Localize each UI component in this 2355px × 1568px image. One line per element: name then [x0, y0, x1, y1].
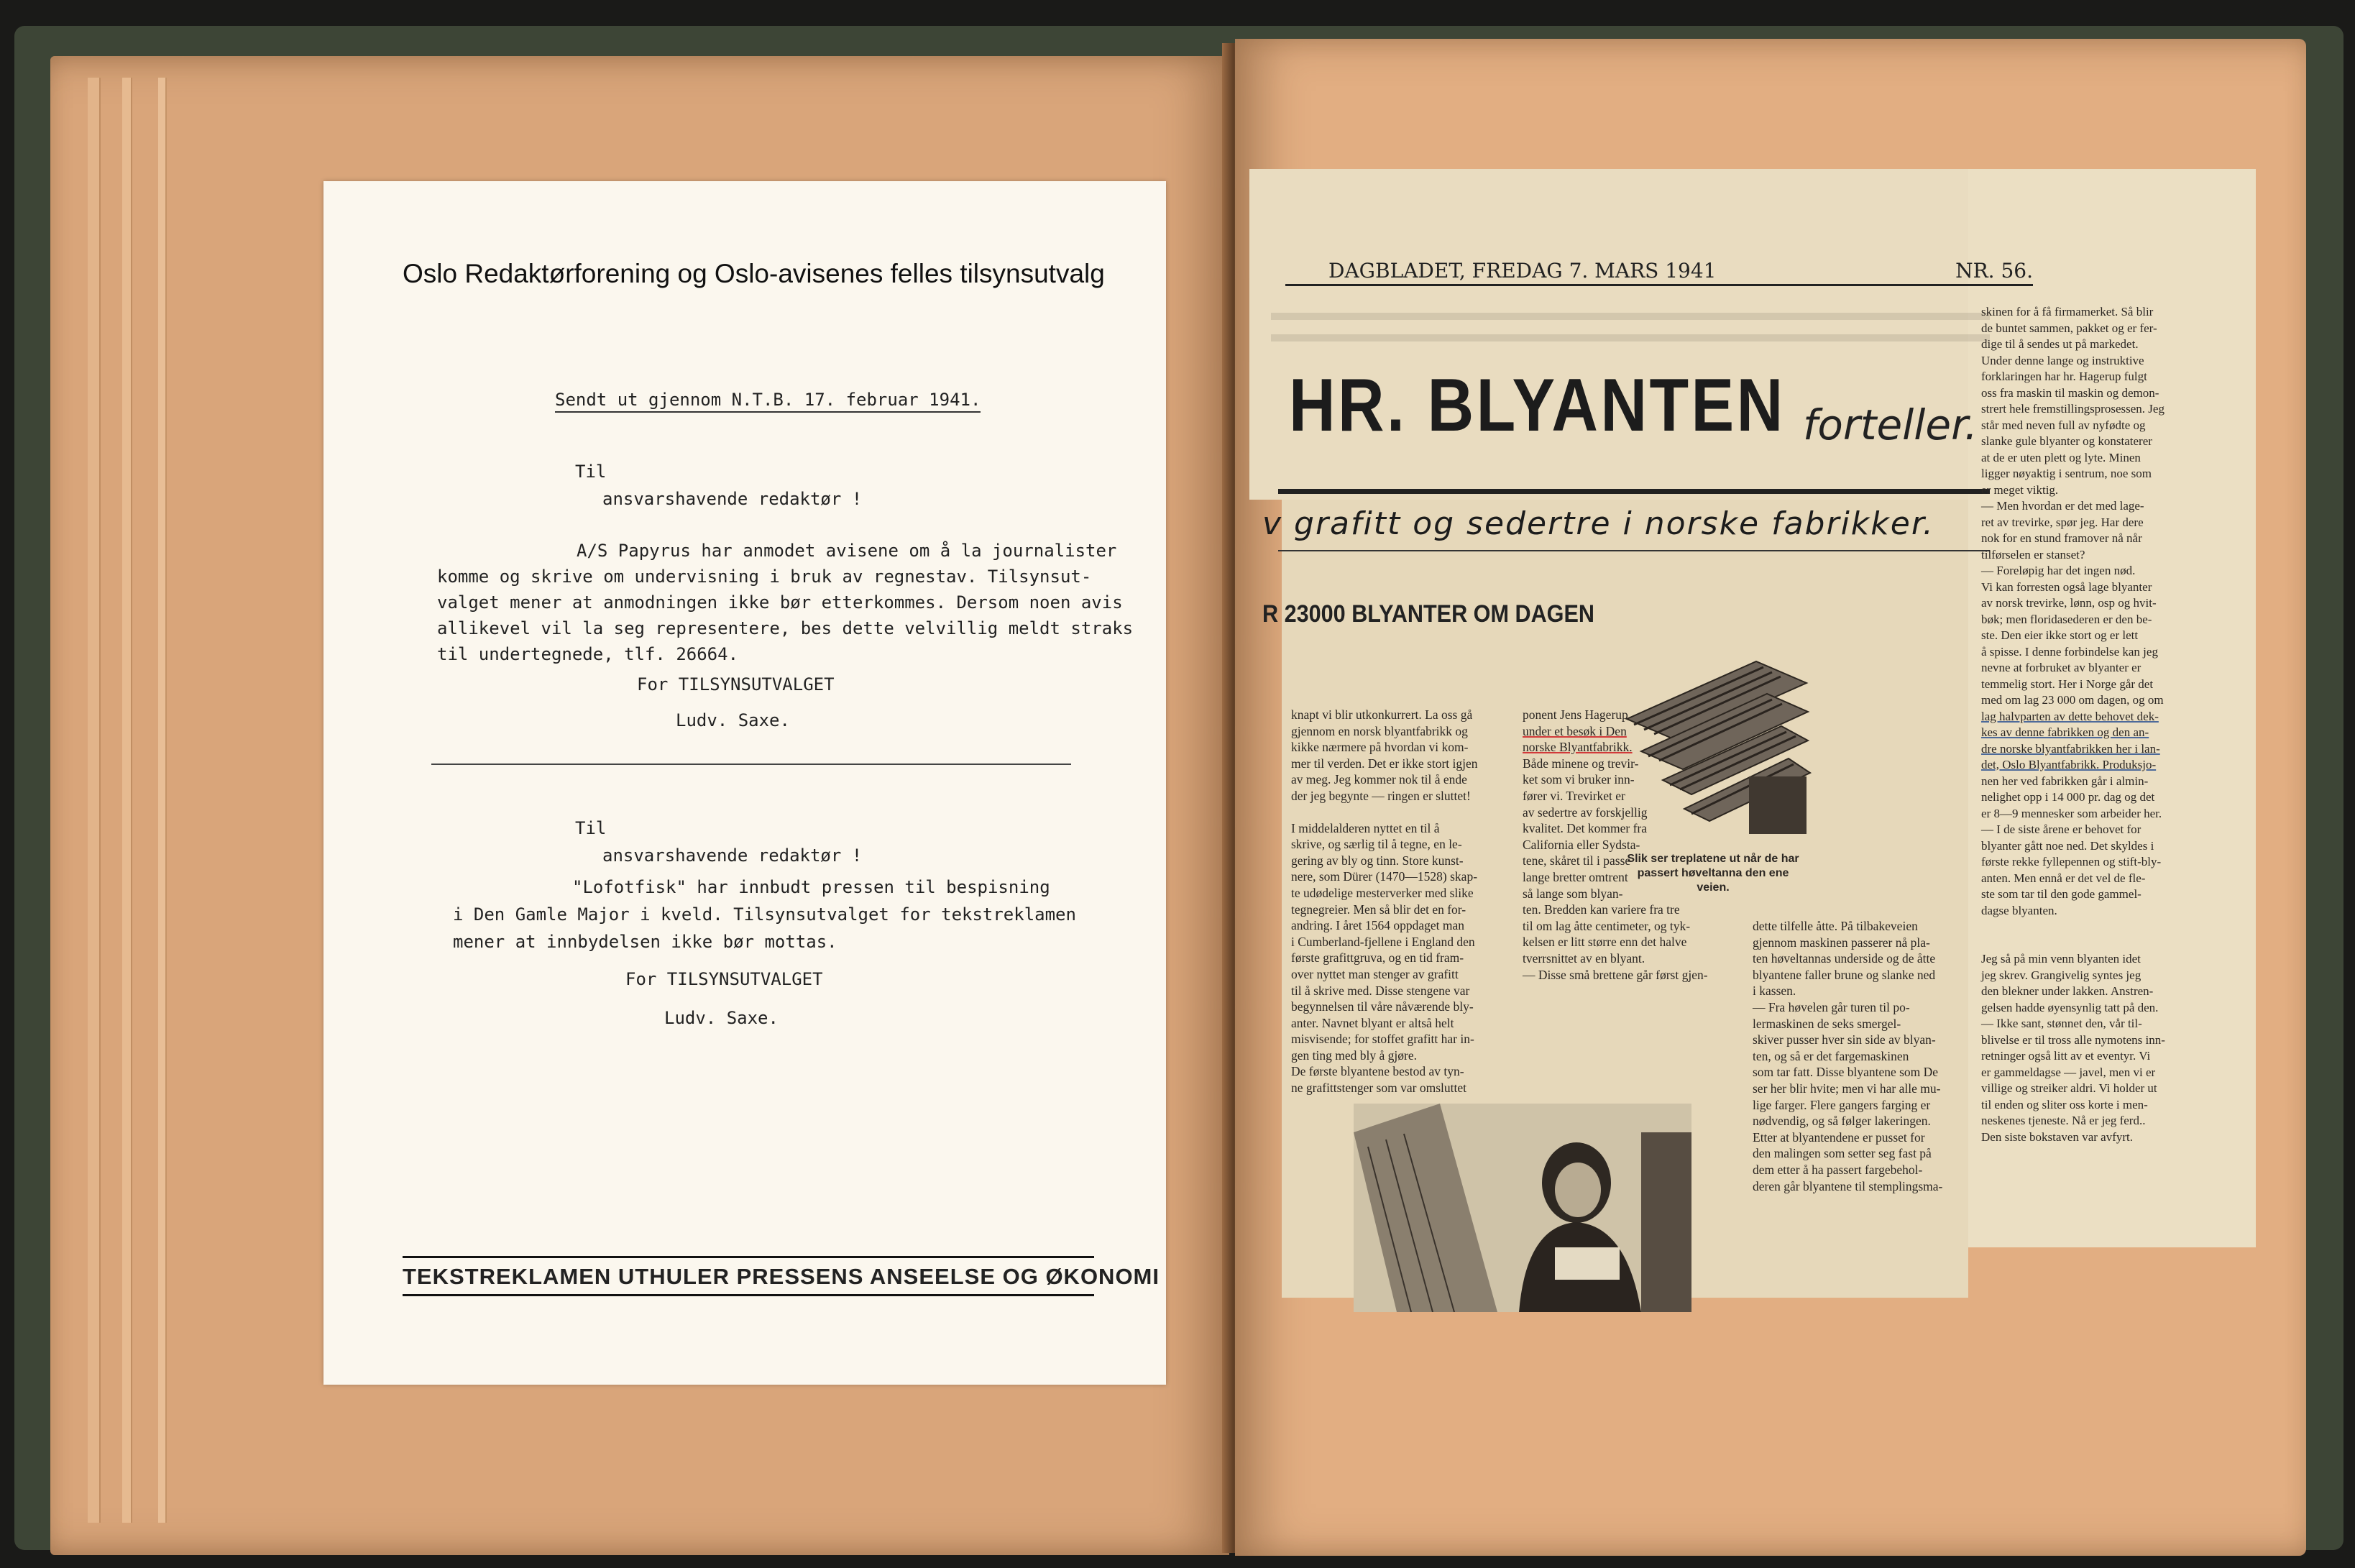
text-line: ne grafittstenger som var omsluttet: [1291, 1081, 1466, 1096]
text-line: er gammeldagse — javel, men vi er: [1981, 1065, 2156, 1079]
text-line: skrive, og særlig til å tegne, en le-: [1291, 837, 1462, 852]
subheadline: v grafitt og sedertre i norske fabrikker.: [1262, 505, 1934, 542]
notice1-body-line: allikevel vil la seg representere, bes dette velvillig meldt straks: [437, 618, 1134, 638]
text-line: ponent Jens Hagerup: [1523, 707, 1628, 722]
text-line: skiver pusser hver sin side av blyan-: [1753, 1032, 1936, 1047]
issue-number: NR. 56.: [1955, 259, 2033, 283]
typed-memo-sheet: [323, 181, 1166, 1385]
text-line: nelighet opp i 14 000 pr. dag og det: [1981, 790, 2155, 804]
text-line: første grafittgruva, og en tid fram-: [1291, 950, 1464, 966]
text-line: jeg skrev. Grangivelig syntes jeg: [1981, 968, 2141, 982]
dateline-text: DAGBLADET, FREDAG 7. MARS 1941: [1328, 259, 1717, 283]
text-line: skinen for å få firmamerket. Så blir: [1981, 305, 2154, 318]
text-line: gjennom maskinen passerer nå pla-: [1753, 935, 1930, 950]
text-line: slanke gule blyanter og konstaterer: [1981, 434, 2152, 448]
text-line: så lange som blyan-: [1523, 886, 1623, 901]
notice2-body-line: mener at innbydelsen ikke bør mottas.: [453, 932, 837, 952]
text-line: nere, som Dürer (1470—1528) skap-: [1291, 869, 1478, 884]
photo-caption: Slik ser treplatene ut når de har passert høveltanna den ene veien.: [1627, 853, 1799, 894]
text-line: California eller Sydsta-: [1523, 837, 1640, 852]
text-line: De første blyantene bestod av tyn-: [1291, 1064, 1464, 1079]
text-line: fører vi. Trevirket er: [1523, 788, 1625, 803]
text-line: dem etter å ha passert fargebehol-: [1753, 1162, 1923, 1177]
text-line: ret av trevirke, spør jeg. Har dere: [1981, 515, 2144, 529]
section-heading: R 23000 BLYANTER OM DAGEN: [1262, 600, 1594, 628]
text-line: blyantene faller brune og slanke ned: [1753, 967, 1936, 982]
text-line: kvalitet. Det kommer fra: [1523, 821, 1647, 836]
text-line: anten. Men ennå er det vel de fle-: [1981, 871, 2146, 885]
text-line: — Disse små brettene går først gjen-: [1523, 967, 1708, 982]
text-line: av norsk trevirke, lønn, osp og hvit-: [1981, 596, 2157, 610]
text-line: nen her ved fabrikken går i almin-: [1981, 774, 2149, 788]
notice1-signature-org: For TILSYNSUTVALGET: [637, 674, 835, 694]
text-line: neskenes tjeneste. Nå er jeg ferd..: [1981, 1114, 2146, 1127]
text-line: ten. Bredden kan variere fra tre: [1523, 902, 1680, 917]
memo-letterhead: Oslo Redaktørforening og Oslo-avisenes felles tilsynsutvalg: [403, 259, 1105, 288]
factory-worker-photo: [1354, 1104, 1691, 1312]
notice1-body-line: til undertegnede, tlf. 26664.: [437, 644, 739, 664]
text-line: mer til verden. Det er ikke stort igjen: [1291, 756, 1478, 771]
text-line: villige og streiker aldri. Vi holder ut: [1981, 1081, 2157, 1095]
text-line: blyanter gått noe ned. Det skyldes i: [1981, 838, 2154, 853]
text-line: er meget viktig.: [1981, 482, 2059, 497]
text-line: — Fra høvelen går turen til po-: [1753, 999, 1910, 1014]
text-line: å spisse. I denne forbindelse kan jeg: [1981, 644, 2158, 659]
text-line: Vi kan forresten også lage blyanter: [1981, 579, 2152, 594]
notice2-body-line: "Lofotfisk" har innbudt pressen til bespisning: [572, 877, 1050, 897]
text-line: nevne at forbruket av blyanter er: [1981, 661, 2141, 674]
text-line: blivelse er til tross alle nymotens inn-: [1981, 1032, 2165, 1047]
page-edge: [88, 78, 101, 1523]
text-line: ligger nøyaktig i sentrum, noe som: [1981, 467, 2152, 480]
text-line: Under denne lange og instruktive: [1981, 353, 2144, 367]
headline: HR. BLYANTEN: [1289, 364, 1786, 447]
text-line: bøk; men floridasederen er den be-: [1981, 612, 2152, 626]
text-line: te udødelige mesterverker med slike: [1291, 885, 1474, 900]
text-line: lange bretter omtrent: [1523, 869, 1628, 884]
text-line: det, Oslo Blyantfabrikk. Produksjo-: [1981, 758, 2157, 771]
text-line: — Foreløpig har det ingen nød.: [1981, 564, 2136, 577]
text-line: ste som tar til den gode gammel-: [1981, 887, 2141, 901]
text-line: de buntet sammen, pakket og er fer-: [1981, 321, 2157, 335]
text-line: tverrsnittet av en blyant.: [1523, 950, 1645, 966]
text-line: kelsen er litt større enn det halve: [1523, 935, 1687, 950]
text-line: lermaskinen de seks smergel-: [1753, 1016, 1901, 1031]
text-line: deren går blyantene til stemplingsma-: [1753, 1178, 1943, 1193]
text-line: over nyttet man stenger av grafitt: [1291, 966, 1459, 981]
text-line: tene, skåret til i passe: [1523, 853, 1631, 868]
text-line: I middelalderen nyttet en til å: [1291, 820, 1440, 835]
text-line: ten høveltannas underside og de åtte: [1753, 951, 1936, 966]
text-line: ten, og så er det fargemaskinen: [1753, 1048, 1909, 1063]
text-line: er 8—9 mennesker som arbeider her.: [1981, 806, 2162, 820]
text-line: gen ting med bly å gjøre.: [1291, 1047, 1417, 1063]
text-line: av sedertre av forskjellig: [1523, 804, 1648, 820]
text-line: som tar fatt. Disse blyantene som De: [1753, 1065, 1939, 1080]
text-line: begynnelsen til våre nåværende bly-: [1291, 999, 1474, 1014]
article-column-3: [1753, 918, 1942, 1194]
text-line: andring. I året 1564 oppdaget man: [1291, 918, 1465, 933]
text-line: misvisende; for stoffet grafitt har in-: [1291, 1032, 1474, 1047]
text-line: gering av bly og tinn. Store kunst-: [1291, 853, 1464, 868]
text-line: knapt vi blir utkonkurrert. La oss gå: [1291, 707, 1473, 722]
text-line: gjennom en norsk blyantfabrikk og: [1291, 723, 1468, 738]
text-line: den malingen som setter seg fast på: [1753, 1146, 1932, 1161]
newspaper-dateline: [1285, 259, 2033, 286]
text-line: dette tilfelle åtte. På tilbakeveien: [1753, 919, 1918, 933]
text-line: tegnegreier. Men så blir det en for-: [1291, 902, 1466, 917]
text-line: dige til å sendes ut på markedet.: [1981, 337, 2139, 351]
text-line: — Men hvordan er det med lage-: [1981, 499, 2144, 513]
notice1-body-line: A/S Papyrus har anmodet avisene om å la journalister: [577, 541, 1117, 561]
text-line: første rekke fyllepennen og stift-bly-: [1981, 855, 2162, 868]
text-line: dre norske blyantfabrikken her i lan-: [1981, 741, 2160, 756]
article-column-1: [1291, 707, 1478, 1096]
article-column-2: [1523, 707, 1708, 983]
text-line: i Cumberland-fjellene i England den: [1291, 934, 1475, 949]
text-line: Den siste bokstaven var avfyrt.: [1981, 1129, 2134, 1144]
text-line: dagse blyanten.: [1981, 903, 2057, 917]
text-line: står med neven full av nyfødte og: [1981, 418, 2146, 432]
text-line: lige farger. Flere gangers farging er: [1753, 1097, 1931, 1112]
text-line: kikke nærmere på hvordan vi kom-: [1291, 740, 1469, 755]
text-line: strert hele fremstillingsprosessen. Jeg: [1981, 402, 2165, 416]
memo-footer-slogan: TEKSTREKLAMEN UTHULER PRESSENS ANSEELSE OG ØKONOMI: [403, 1256, 1094, 1296]
headline-rule: [1278, 489, 1990, 494]
text-line: lag halvparten av dette behovet dek-: [1981, 709, 2159, 723]
text-line: retninger også litt av et eventyr. Vi: [1981, 1049, 2151, 1063]
notice2-recipient: ansvarshavende redaktør !: [602, 845, 863, 866]
memo-sent-line: Sendt ut gjennom N.T.B. 17. februar 1941.: [555, 390, 981, 413]
text-line: oss fra maskin til maskin og demon-: [1981, 385, 2159, 400]
bleed-through-text: [1271, 313, 1990, 341]
text-line: under et besøk i Den: [1523, 723, 1627, 738]
page-edge: [122, 78, 132, 1523]
notice2-body-line: i Den Gamle Major i kveld. Tilsynsutvalget for tekstreklamen: [453, 904, 1076, 925]
notice1-signature-name: Ludv. Saxe.: [676, 710, 790, 730]
newspaper-clipping: [1249, 169, 2263, 1305]
text-line: ser her blir hvite; men vi har alle mu-: [1753, 1081, 1941, 1096]
text-line: tilførselen er stanset?: [1981, 547, 2085, 561]
notice1-body-line: valget mener at anmodningen ikke bør etterkommes. Dersom noen avis: [437, 592, 1123, 613]
text-line: til å skrive med. Disse stengene var: [1291, 983, 1470, 998]
text-line: Både minene og trevir-: [1523, 756, 1639, 771]
text-line: — I de siste årene er behovet for: [1981, 822, 2141, 836]
text-line: ste. Den eier ikke stort og er lett: [1981, 628, 2139, 642]
text-line: nok for en stund framover nå når: [1981, 531, 2142, 545]
text-line: til enden og sliter oss korte i men-: [1981, 1097, 2148, 1111]
text-line: den blekner under lakken. Anstren-: [1981, 984, 2154, 998]
subhead-rule: [1278, 550, 1990, 551]
notice2-signature-org: For TILSYNSUTVALGET: [625, 969, 823, 989]
text-line: — Ikke sant, stønnet den, vår til-: [1981, 1017, 2142, 1030]
worker-photo-illustration: [1354, 1104, 1691, 1312]
page-edge: [158, 78, 167, 1523]
text-line: forklaringen har hr. Hagerup fulgt: [1981, 370, 2147, 383]
notice1-recipient: ansvarshavende redaktør !: [602, 489, 863, 509]
text-line: at de er uten plett og lyte. Minen: [1981, 450, 2141, 464]
notice2-to: Til: [575, 818, 607, 838]
text-line: der jeg begynte — ringen er sluttet!: [1291, 788, 1471, 803]
article-column-4: [1981, 304, 2165, 1145]
text-line: nødvendig, og så følger lakeringen.: [1753, 1114, 1931, 1129]
text-line: norske Blyantfabrikk.: [1523, 740, 1633, 755]
notice1-body-line: komme og skrive om undervisning i bruk av regnestav. Tilsynsut-: [437, 567, 1092, 587]
headline-tail: forteller.: [1803, 400, 1978, 449]
text-line: Etter at blyantendene er pusset for: [1753, 1129, 1925, 1145]
text-line: i kassen.: [1753, 984, 1796, 999]
text-line: kes av denne fabrikken og den an-: [1981, 725, 2149, 739]
notice2-signature-name: Ludv. Saxe.: [664, 1008, 779, 1028]
text-line: temmelig stort. Her i Norge går det: [1981, 677, 2154, 691]
text-line: til om lag åtte centimeter, og tyk-: [1523, 918, 1691, 933]
text-line: anter. Navnet blyant er altså helt: [1291, 1015, 1454, 1030]
notice1-to: Til: [575, 462, 607, 482]
text-line: med om lag 23 000 om dagen, og om: [1981, 693, 2164, 707]
text-line: av meg. Jeg kommer nok til å ende: [1291, 772, 1467, 787]
text-line: ket som vi bruker inn-: [1523, 772, 1635, 787]
text-line: Jeg så på min venn blyanten idet: [1981, 952, 2141, 966]
text-line: gelsen hadde øyensynlig tatt på den.: [1981, 1000, 2159, 1014]
memo-divider: [431, 764, 1071, 765]
